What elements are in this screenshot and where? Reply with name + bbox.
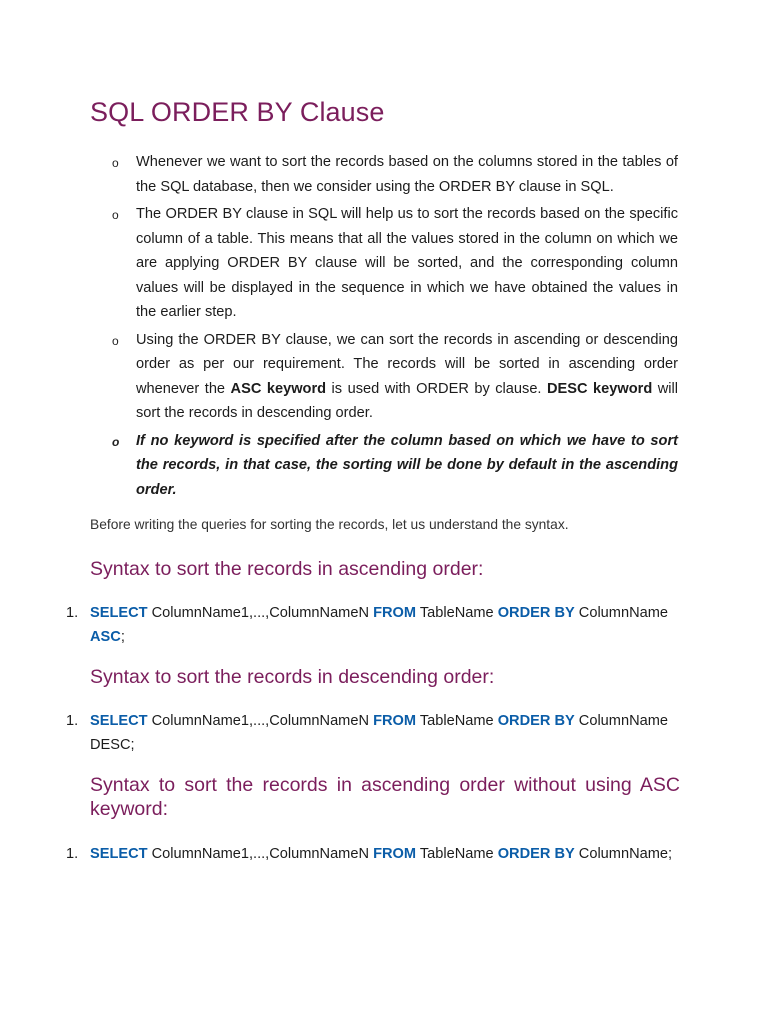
sql-column: ColumnName bbox=[574, 713, 669, 729]
sql-desc-terminator: DESC; bbox=[90, 737, 135, 753]
sql-column: ColumnName; bbox=[574, 846, 673, 862]
bullet-text: Whenever we want to sort the records based on the columns stored in the tables of the SQL database, then we consider using the ORDER BY clause in SQL. bbox=[136, 154, 678, 195]
sql-table: TableName bbox=[416, 846, 498, 862]
list-number: 1. bbox=[66, 605, 79, 621]
sql-columns: ColumnName1,...,ColumnNameN bbox=[147, 713, 374, 729]
bullet-circle-icon: o bbox=[112, 156, 119, 170]
sql-columns: ColumnName1,...,ColumnNameN bbox=[147, 846, 374, 862]
sql-keyword-order-by: ORDER BY bbox=[497, 713, 575, 729]
list-number: 1. bbox=[66, 846, 79, 862]
sql-keyword-asc: ASC bbox=[90, 629, 121, 645]
bullet-text-part: is used with ORDER by clause. bbox=[326, 380, 547, 397]
bullet-circle-icon: o bbox=[112, 208, 119, 222]
sql-keyword-from: FROM bbox=[373, 846, 417, 862]
sql-column: ColumnName bbox=[574, 605, 669, 621]
code-line-descending bbox=[66, 709, 680, 757]
syntax-heading-descending: Syntax to sort the records in descending order: bbox=[90, 666, 495, 688]
list-number: 1. bbox=[66, 713, 79, 729]
sql-keyword-select: SELECT bbox=[90, 846, 148, 862]
bullet-text: If no keyword is specified after the column based on which we have to sort the records, in that case, the sorting will be done by default in the ascending order. bbox=[136, 432, 678, 498]
code-line-ascending bbox=[66, 601, 680, 649]
sql-table: TableName bbox=[416, 605, 498, 621]
bullet-text: The ORDER BY clause in SQL will help us to sort the records based on the specific column of a table. This means that all the values stored in the column on which we are applying ORDER BY clause will be sorted, and the corresponding column values will be displayed in the sequence in which we have obtained the values in the earlier step. bbox=[136, 206, 678, 320]
sql-table: TableName bbox=[416, 713, 498, 729]
sql-columns: ColumnName1,...,ColumnNameN bbox=[147, 605, 374, 621]
desc-keyword-text: DESC keyword bbox=[546, 380, 653, 397]
page-title: SQL ORDER BY Clause bbox=[90, 97, 385, 127]
syntax-heading-default-ascending: Syntax to sort the records in ascending order without using ASC keyword: bbox=[90, 774, 680, 820]
bullet-list bbox=[112, 150, 678, 505]
bullet-text-part: will sort the records in descending order. bbox=[136, 380, 678, 421]
bullet-item bbox=[112, 328, 678, 426]
bullet-item bbox=[112, 202, 678, 325]
bullet-circle-icon: o bbox=[112, 434, 120, 449]
bullet-item bbox=[112, 150, 678, 199]
code-line-default bbox=[66, 842, 680, 866]
intro-paragraph: Before writing the queries for sorting the records, let us understand the syntax. bbox=[90, 517, 569, 532]
bullet-circle-icon: o bbox=[112, 333, 119, 348]
syntax-heading-ascending: Syntax to sort the records in ascending order: bbox=[90, 558, 484, 580]
sql-keyword-select: SELECT bbox=[90, 713, 148, 729]
sql-keyword-order-by: ORDER BY bbox=[497, 605, 575, 621]
sql-keyword-from: FROM bbox=[373, 713, 417, 729]
asc-keyword-text: ASC keyword bbox=[230, 380, 327, 397]
sql-terminator: ; bbox=[120, 629, 125, 645]
sql-keyword-from: FROM bbox=[373, 605, 417, 621]
bullet-item-emphasis bbox=[112, 429, 678, 503]
bullet-text-part: Using the ORDER BY clause, we can sort the records in ascending or descending order as per our requirement. The records will be sorted in ascending order whenever the bbox=[136, 331, 678, 397]
sql-keyword-select: SELECT bbox=[90, 605, 148, 621]
sql-keyword-order-by: ORDER BY bbox=[497, 846, 575, 862]
